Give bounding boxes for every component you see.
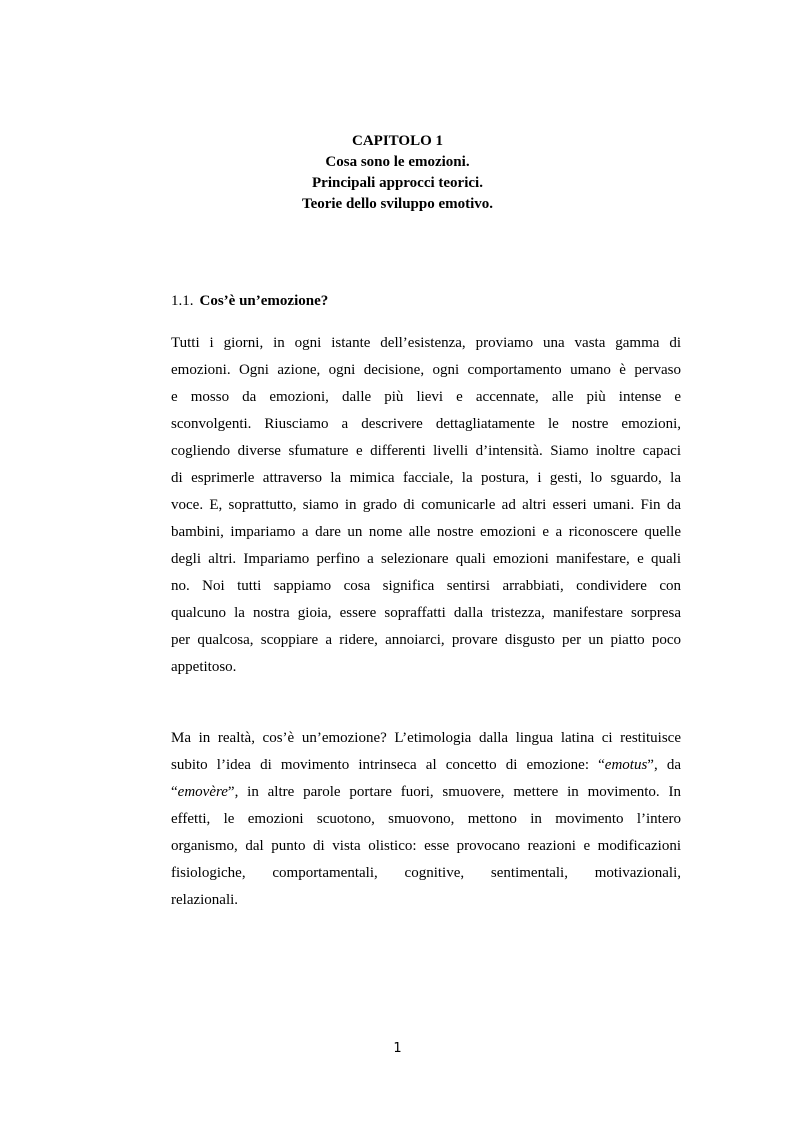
line-text: organismo, dal punto di vista olistico: esse provocano reazioni e modificazioni: [171, 838, 681, 854]
paragraph-line: [171, 654, 681, 681]
line-text: [171, 779, 681, 806]
line-text: fisiologiche, comportamentali, cognitive, sentimentali, motivazionali,: [171, 865, 681, 881]
line-text: appetitoso.: [171, 659, 237, 675]
emphasis-emovere: emovère: [177, 784, 228, 800]
emphasis-emotus: emotus: [604, 757, 648, 773]
page-number: 1: [393, 1041, 402, 1056]
chapter-title-line-1: Cosa sono le emozioni.: [325, 154, 470, 170]
paragraph-2: [171, 725, 681, 914]
line-text: di esprimerle attraverso la mimica facciale, la postura, i gesti, lo sguardo, la: [171, 470, 681, 486]
line-segment: ”, in altre parole portare fuori, smuovere, mettere in movimento. In: [227, 784, 681, 800]
paragraph-line: [171, 492, 681, 519]
paragraph-line: [171, 752, 681, 779]
line-segment: ”, da: [647, 757, 681, 773]
line-text: [171, 752, 681, 779]
line-text: qualcuno la nostra gioia, essere sopraffatti dalla tristezza, manifestare sorpresa: [171, 605, 681, 621]
paragraph-line: [171, 860, 681, 887]
line-text: emozioni. Ogni azione, ogni decisione, ogni comportamento umano è pervaso: [171, 362, 681, 378]
paragraph-line: [171, 519, 681, 546]
line-segment: “: [171, 784, 178, 800]
line-text: effetti, le emozioni scuotono, smuovono, mettono in movimento l’intero: [171, 811, 681, 827]
line-text: Ma in realtà, cos’è un’emozione? L’etimologia dalla lingua latina ci restituisce: [171, 730, 681, 746]
paragraph-line: [171, 833, 681, 860]
paragraph-line: [171, 806, 681, 833]
line-text: Tutti i giorni, in ogni istante dell’esistenza, proviamo una vasta gamma di: [171, 335, 681, 351]
paragraph-line: [171, 779, 681, 806]
paragraph-line: [171, 627, 681, 654]
chapter-title-line-3: Teorie dello sviluppo emotivo.: [301, 196, 494, 212]
section-heading: [171, 291, 328, 311]
line-text: e mosso da emozioni, dalle più lievi e accennate, alle più intense e: [171, 389, 681, 405]
line-text: no. Noi tutti sappiamo cosa significa sentirsi arrabbiati, condividere con: [171, 578, 681, 594]
paragraph-line: [171, 465, 681, 492]
paragraph-line: [171, 411, 681, 438]
chapter-title-line-2: Principali approcci teorici.: [312, 175, 483, 191]
paragraph-line: [171, 330, 681, 357]
chapter-heading: [0, 131, 795, 215]
line-text: bambini, impariamo a dare un nome alle nostre emozioni e a riconoscere quelle: [171, 524, 681, 540]
line-text: cogliendo diverse sfumature e differenti livelli d’intensità. Siamo inoltre capaci: [171, 443, 681, 459]
paragraph-line: [171, 357, 681, 384]
line-text: per qualcosa, scoppiare a ridere, annoiarci, provare disgusto per un piatto poco: [171, 632, 681, 648]
chapter-label: CAPITOLO 1: [352, 133, 443, 149]
paragraph-line: [171, 384, 681, 411]
paragraph-line: [171, 887, 681, 914]
paragraph-1: [171, 330, 681, 681]
section-title: Cos’è un’emozione?: [199, 293, 329, 309]
paragraph-line: [171, 546, 681, 573]
paragraph-line: [171, 600, 681, 627]
line-text: voce. E, soprattutto, siamo in grado di comunicarle ad altri esseri umani. Fin da: [171, 497, 681, 513]
line-text: sconvolgenti. Riusciamo a descrivere dettagliatamente le nostre emozioni,: [171, 416, 681, 432]
paragraph-line: [171, 573, 681, 600]
section-number: 1.1.: [171, 293, 194, 309]
line-text: relazionali.: [171, 892, 239, 908]
line-text: degli altri. Impariamo perfino a selezionare quali emozioni manifestare, e quali: [171, 551, 681, 567]
line-segment: subito l’idea di movimento intrinseca al concetto di emozione: “: [171, 757, 605, 773]
paragraph-line: [171, 438, 681, 465]
paragraph-line: [171, 725, 681, 752]
